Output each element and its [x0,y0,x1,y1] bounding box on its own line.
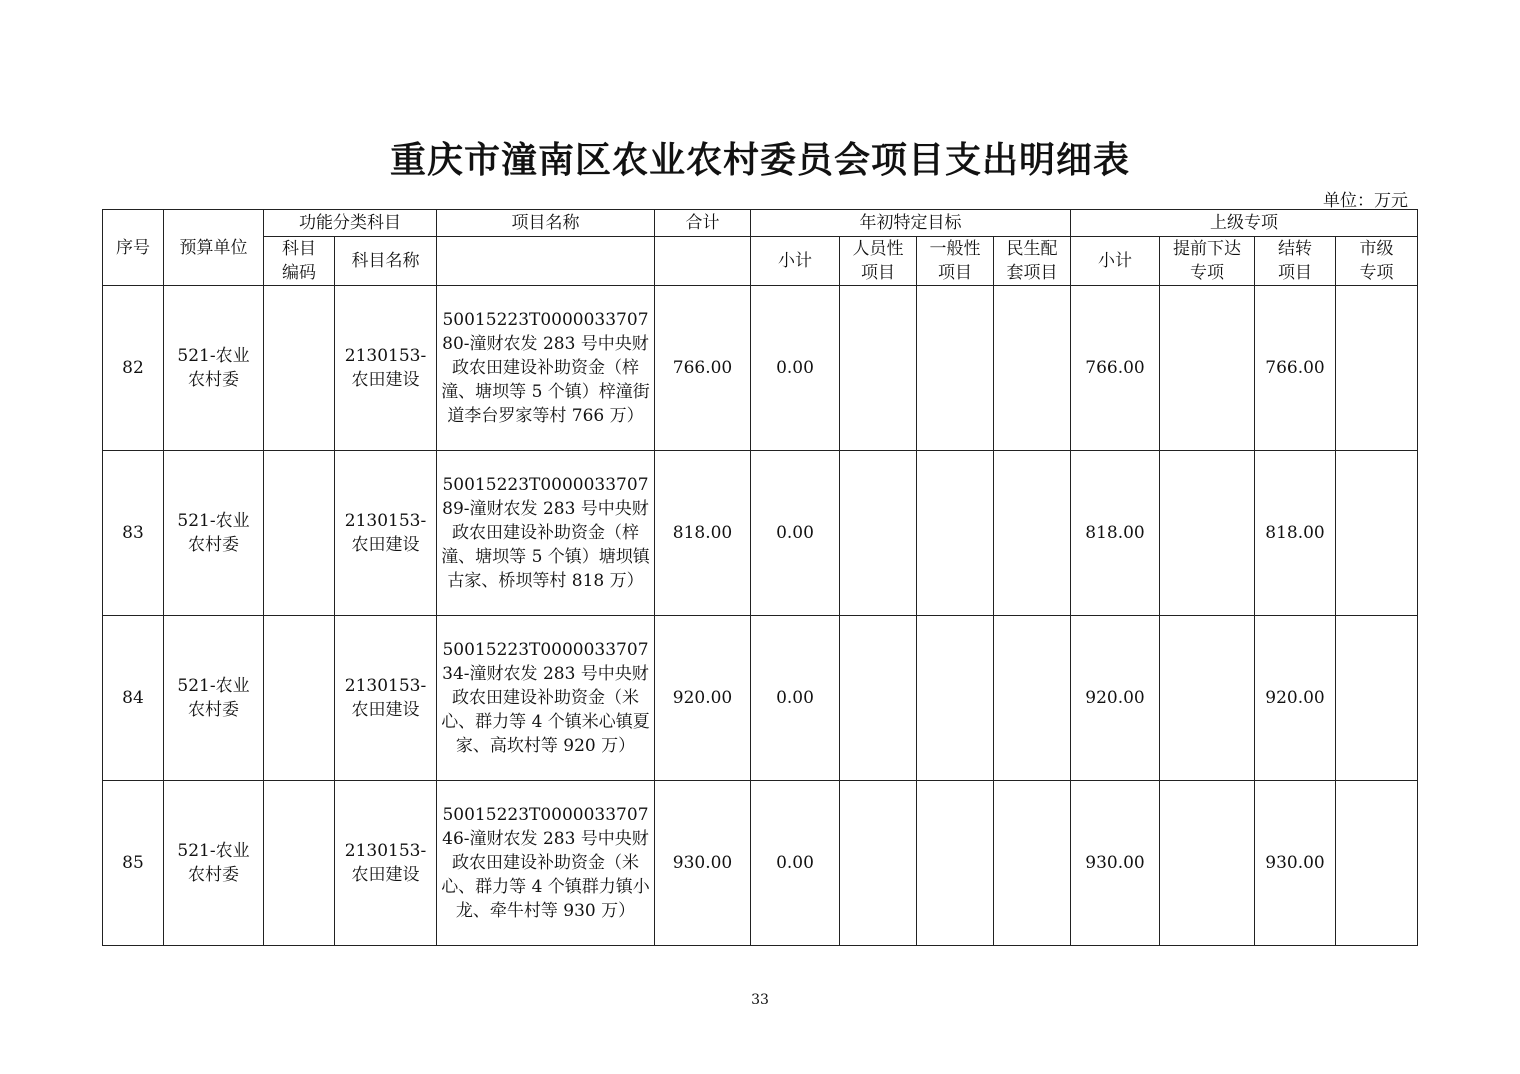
cell-budget-unit: 521-农业 农村委 [164,451,264,616]
cell-total: 920.00 [655,616,751,781]
cell-superior-subtotal: 766.00 [1071,286,1160,451]
header-superior-special: 上级专项 [1071,210,1418,237]
cell-carryover: 766.00 [1255,286,1336,451]
cell-seq: 84 [103,616,164,781]
cell-subject-code [264,286,335,451]
header-func-class: 功能分类科目 [264,210,437,237]
cell-city [1336,286,1418,451]
cell-superior-subtotal: 818.00 [1071,451,1160,616]
cell-subject-code [264,451,335,616]
cell-total: 766.00 [655,286,751,451]
header-carryover: 结转 项目 [1255,237,1336,286]
cell-general [917,451,994,616]
cell-general [917,286,994,451]
cell-project-name: 50015223T000003370734-潼财农发 283 号中央财政农田建设补助资金（米心、群力等 4 个镇米心镇夏家、高坎村等 920 万） [437,616,655,781]
header-livelihood: 民生配 套项目 [994,237,1071,286]
header-project-name: 项目名称 [437,210,655,237]
cell-annual-subtotal: 0.00 [751,451,840,616]
cell-livelihood [994,451,1071,616]
cell-project-name: 50015223T000003370780-潼财农发 283 号中央财政农田建设补助资金（梓潼、塘坝等 5 个镇）梓潼街道李台罗家等村 766 万） [437,286,655,451]
table-row [103,286,1418,451]
cell-subject-name: 2130153- 农田建设 [335,451,437,616]
cell-livelihood [994,616,1071,781]
table-row [103,781,1418,946]
header-general: 一般性 项目 [917,237,994,286]
cell-subject-name: 2130153- 农田建设 [335,286,437,451]
cell-annual-subtotal: 0.00 [751,616,840,781]
cell-budget-unit: 521-农业 农村委 [164,286,264,451]
cell-seq: 82 [103,286,164,451]
header-personnel: 人员性 项目 [840,237,917,286]
cell-project-name: 50015223T000003370746-潼财农发 283 号中央财政农田建设补助资金（米心、群力等 4 个镇群力镇小龙、牵牛村等 930 万） [437,781,655,946]
header-budget-unit: 预算单位 [164,210,264,286]
header-superior-subtotal: 小计 [1071,237,1160,286]
cell-total: 818.00 [655,451,751,616]
cell-advance [1160,781,1255,946]
cell-carryover: 920.00 [1255,616,1336,781]
cell-advance [1160,451,1255,616]
cell-superior-subtotal: 930.00 [1071,781,1160,946]
cell-seq: 83 [103,451,164,616]
cell-subject-code [264,616,335,781]
cell-budget-unit: 521-农业 农村委 [164,781,264,946]
header-total: 合计 [655,210,751,237]
cell-carryover: 818.00 [1255,451,1336,616]
cell-city [1336,451,1418,616]
header-seq: 序号 [103,210,164,286]
cell-livelihood [994,286,1071,451]
cell-city [1336,781,1418,946]
cell-annual-subtotal: 0.00 [751,781,840,946]
cell-subject-name: 2130153- 农田建设 [335,781,437,946]
unit-label: 单位：万元 [1323,191,1408,211]
cell-personnel [840,781,917,946]
header-annual-subtotal: 小计 [751,237,840,286]
header-subject-code: 科目 编码 [264,237,335,286]
cell-annual-subtotal: 0.00 [751,286,840,451]
cell-livelihood [994,781,1071,946]
cell-personnel [840,286,917,451]
cell-seq: 85 [103,781,164,946]
cell-carryover: 930.00 [1255,781,1336,946]
header-row-2 [103,237,1418,286]
cell-budget-unit: 521-农业 农村委 [164,616,264,781]
header-total-blank [655,237,751,286]
table-row [103,616,1418,781]
cell-personnel [840,451,917,616]
header-subject-name: 科目名称 [335,237,437,286]
table-row [103,451,1418,616]
cell-subject-name: 2130153- 农田建设 [335,616,437,781]
cell-project-name: 50015223T000003370789-潼财农发 283 号中央财政农田建设补助资金（梓潼、塘坝等 5 个镇）塘坝镇古家、桥坝等村 818 万） [437,451,655,616]
cell-general [917,781,994,946]
page-number: 33 [751,992,769,1008]
cell-total: 930.00 [655,781,751,946]
cell-advance [1160,286,1255,451]
cell-city [1336,616,1418,781]
page-title: 重庆市潼南区农业农村委员会项目支出明细表 [389,139,1130,181]
cell-personnel [840,616,917,781]
cell-advance [1160,616,1255,781]
cell-subject-code [264,781,335,946]
expenditure-detail-table [102,209,1418,946]
header-project-name-blank [437,237,655,286]
cell-superior-subtotal: 920.00 [1071,616,1160,781]
header-advance: 提前下达 专项 [1160,237,1255,286]
header-row-1 [103,210,1418,237]
cell-general [917,616,994,781]
header-city: 市级 专项 [1336,237,1418,286]
header-annual-target: 年初特定目标 [751,210,1071,237]
